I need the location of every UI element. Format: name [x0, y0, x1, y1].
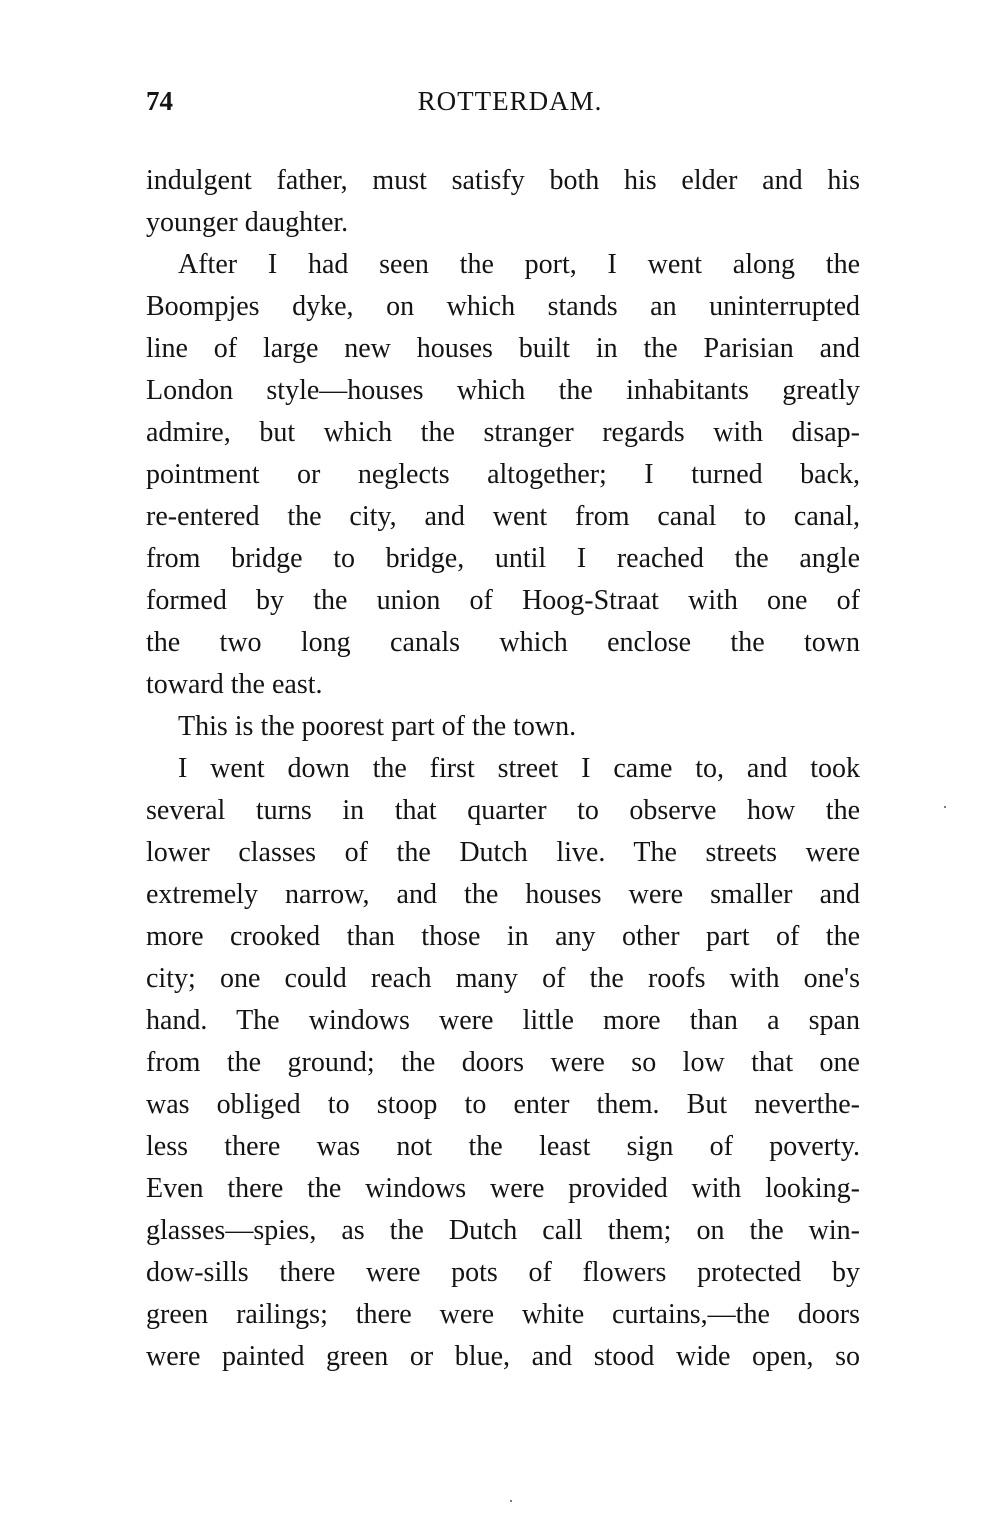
page-header [146, 86, 860, 126]
text-line: formed by the union of Hoog-Straat with one of [146, 585, 860, 616]
text-line: Even there the windows were provided with looking- [146, 1173, 860, 1204]
page-number: 74 [146, 86, 173, 116]
text-line: was obliged to stoop to enter them. But neverthe- [146, 1089, 860, 1120]
text-line: lower classes of the Dutch live. The streets were [146, 837, 860, 868]
text-line: toward the east. [146, 669, 323, 700]
ink-speck [944, 806, 946, 808]
text-line: admire, but which the stranger regards with disap- [146, 417, 860, 448]
text-line: more crooked than those in any other part of the [146, 921, 860, 952]
text-line: dow-sills there were pots of flowers protected by [146, 1257, 860, 1288]
text-line: green railings; there were white curtains,—the doors [146, 1299, 860, 1330]
text-line: re-entered the city, and went from canal to canal, [146, 501, 860, 532]
text-line: London style—houses which the inhabitants greatly [146, 375, 860, 406]
text-line: After I had seen the port, I went along the [178, 249, 860, 280]
text-line: indulgent father, must satisfy both his elder and his [146, 165, 860, 196]
running-head: ROTTERDAM. [417, 86, 603, 116]
text-line: Boompjes dyke, on which stands an uninterrupted [146, 291, 860, 322]
text-line: pointment or neglects altogether; I turned back, [146, 459, 860, 490]
text-line: younger daughter. [146, 207, 349, 238]
text-line: hand. The windows were little more than a span [146, 1005, 860, 1036]
ink-speck [510, 1500, 512, 1502]
text-line: city; one could reach many of the roofs with one's [146, 963, 860, 994]
text-line: I went down the first street I came to, and took [178, 753, 860, 784]
text-line: line of large new houses built in the Parisian and [146, 333, 860, 364]
text-line: from bridge to bridge, until I reached the angle [146, 543, 860, 574]
text-line: were painted green or blue, and stood wide open, so [146, 1341, 860, 1372]
text-line: less there was not the least sign of poverty. [146, 1131, 860, 1162]
text-line: the two long canals which enclose the town [146, 627, 860, 658]
text-line: several turns in that quarter to observe how the [146, 795, 860, 826]
text-line: extremely narrow, and the houses were smaller and [146, 879, 860, 910]
body-text [146, 160, 860, 1378]
text-line: This is the poorest part of the town. [178, 711, 577, 742]
text-line: glasses—spies, as the Dutch call them; on the win- [146, 1215, 860, 1246]
text-line: from the ground; the doors were so low that one [146, 1047, 860, 1078]
